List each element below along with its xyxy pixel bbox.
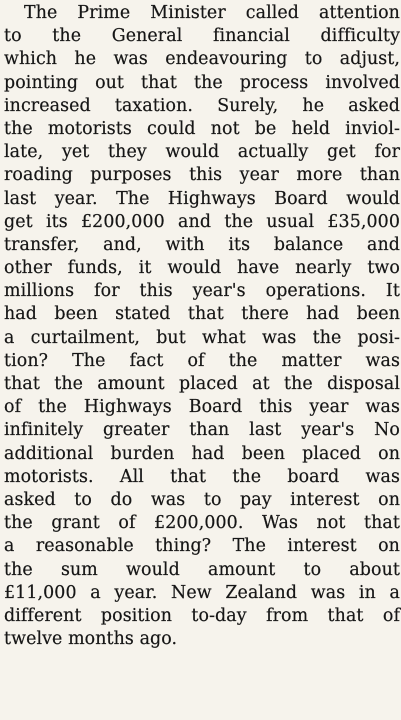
article-column	[4, 2, 400, 651]
article-line: other funds, it would have nearly two	[4, 258, 400, 279]
article-line: a curtailment, but what was the posi-	[4, 327, 400, 348]
article-line: the motorists could not be held inviol-	[4, 118, 400, 139]
article-line: tion? The fact of the matter was	[4, 350, 400, 371]
article-line: transfer, and, with its balance and	[4, 234, 400, 255]
article-line: had been stated that there had been	[4, 304, 400, 325]
article-line: to the General financial difficulty	[4, 26, 400, 47]
article-line: asked to do was to pay interest on	[4, 489, 400, 510]
article-line: pointing out that the process involved	[4, 72, 400, 93]
article-line: additional burden had been placed on	[4, 443, 400, 464]
article-line: get its £200,000 and the usual £35,000	[4, 211, 400, 232]
article-line: infinitely greater than last year's No	[4, 420, 400, 441]
article-line: twelve months ago.	[4, 629, 178, 650]
article-line: £11,000 a year. New Zealand was in a	[4, 582, 400, 603]
article-line: the grant of £200,000. Was not that	[4, 513, 400, 534]
article-line: roading purposes this year more than	[4, 165, 400, 186]
article-line: late, yet they would actually get for	[4, 142, 400, 163]
article-line: the sum would amount to about	[4, 559, 400, 580]
article-line: increased taxation. Surely, he asked	[4, 95, 400, 116]
article-line: a reasonable thing? The interest on	[4, 536, 400, 557]
article-line: motorists. All that the board was	[4, 466, 400, 487]
article-line: The Prime Minister called attention	[24, 3, 400, 23]
article-line: millions for this year's operations. It	[4, 281, 400, 302]
article-line: of the Highways Board this year was	[4, 397, 400, 418]
article-line: which he was endeavouring to adjust,	[4, 49, 400, 70]
article-line: last year. The Highways Board would	[4, 188, 400, 209]
article-line: that the amount placed at the disposal	[4, 374, 400, 394]
article-line: different position to-day from that of	[4, 605, 400, 626]
